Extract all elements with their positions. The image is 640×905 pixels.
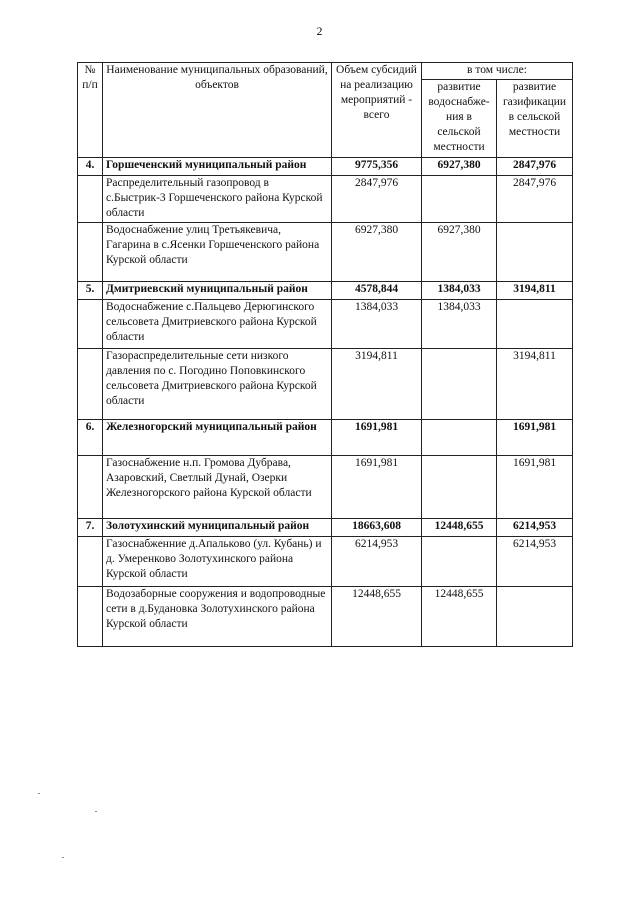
- row-total: 1384,033: [332, 300, 422, 349]
- row-number: [78, 300, 103, 349]
- object-row: [78, 587, 573, 647]
- row-name: Дмитриевский муниципальный район: [103, 282, 332, 300]
- scan-speck: [62, 857, 64, 858]
- row-number: [78, 537, 103, 587]
- object-row: [78, 223, 573, 282]
- row-gas: 1691,981: [497, 420, 573, 456]
- row-total: 6214,953: [332, 537, 422, 587]
- row-number: [78, 349, 103, 420]
- row-gas: [497, 223, 573, 282]
- row-name: Водозаборные сооружения и водопроводные сети в д.Будановка Золотухинского района Курской области: [103, 587, 332, 647]
- row-number: [78, 587, 103, 647]
- row-name: Железногорский муниципальный район: [103, 420, 332, 456]
- row-name: Газоснабжение н.п. Громова Дубрава, Азаровский, Светлый Дунай, Озерки Железногорского района Курской области: [103, 456, 332, 519]
- row-water: [422, 420, 497, 456]
- row-name: Газораспределительные сети низкого давления по с. Погодино Поповкинского сельсовета Дмитриевского района Курской области: [103, 349, 332, 420]
- row-water: 12448,655: [422, 587, 497, 647]
- row-gas: 3194,811: [497, 349, 573, 420]
- district-row: [78, 282, 573, 300]
- row-number: 5.: [78, 282, 103, 300]
- row-total: 12448,655: [332, 587, 422, 647]
- object-row: [78, 300, 573, 349]
- row-water: [422, 537, 497, 587]
- page-number: 2: [316, 24, 324, 38]
- row-total: 2847,976: [332, 176, 422, 223]
- row-gas: [497, 300, 573, 349]
- row-total: 3194,811: [332, 349, 422, 420]
- row-water: 6927,380: [422, 158, 497, 176]
- row-name: Горшеченский муниципальный район: [103, 158, 332, 176]
- object-row: [78, 349, 573, 420]
- row-name: Распределительный газопровод в с.Быстрик-3 Горшеченского района Курской области: [103, 176, 332, 223]
- header-total: Объем субсидий на реализацию мероприятий - всего: [332, 63, 422, 158]
- object-row: [78, 537, 573, 587]
- row-water: 12448,655: [422, 519, 497, 537]
- scan-speck: [95, 811, 97, 812]
- row-name: Газоснабженние д.Апальково (ул. Кубань) и д. Умеренково Золотухинского района Курской области: [103, 537, 332, 587]
- row-number: 4.: [78, 158, 103, 176]
- row-total: 6927,380: [332, 223, 422, 282]
- row-gas: 6214,953: [497, 519, 573, 537]
- object-row: [78, 456, 573, 519]
- row-number: [78, 456, 103, 519]
- subsidies-table: [77, 62, 573, 647]
- header-name: Наименование муниципальных образований, объектов: [103, 63, 332, 158]
- row-water: 1384,033: [422, 300, 497, 349]
- row-water: [422, 176, 497, 223]
- district-row: [78, 420, 573, 456]
- object-row: [78, 176, 573, 223]
- district-row: [78, 158, 573, 176]
- row-name: Золотухинский муниципальный район: [103, 519, 332, 537]
- row-water: [422, 349, 497, 420]
- row-water: [422, 456, 497, 519]
- row-total: 9775,356: [332, 158, 422, 176]
- header-number: № п/п: [78, 63, 103, 158]
- row-total: 18663,608: [332, 519, 422, 537]
- row-gas: 6214,953: [497, 537, 573, 587]
- header-gas: развитие газификации в сельской местности: [497, 80, 573, 158]
- row-total: 4578,844: [332, 282, 422, 300]
- scan-speck: [38, 793, 40, 794]
- row-name: Водоснабжение с.Пальцево Дерюгинского сельсовета Дмитриевского района Курской области: [103, 300, 332, 349]
- row-gas: 3194,811: [497, 282, 573, 300]
- row-gas: 1691,981: [497, 456, 573, 519]
- row-gas: 2847,976: [497, 158, 573, 176]
- row-gas: 2847,976: [497, 176, 573, 223]
- row-number: 7.: [78, 519, 103, 537]
- header-including: в том числе:: [422, 63, 573, 80]
- district-row: [78, 519, 573, 537]
- header-water: развитие водоснабже-ния в сельской местности: [422, 80, 497, 158]
- row-total: 1691,981: [332, 420, 422, 456]
- row-water: 6927,380: [422, 223, 497, 282]
- row-gas: [497, 587, 573, 647]
- row-number: [78, 223, 103, 282]
- row-total: 1691,981: [332, 456, 422, 519]
- row-number: [78, 176, 103, 223]
- row-water: 1384,033: [422, 282, 497, 300]
- row-number: 6.: [78, 420, 103, 456]
- row-name: Водоснабжение улиц Третьякевича, Гагарина в с.Ясенки Горшеченского района Курской области: [103, 223, 332, 282]
